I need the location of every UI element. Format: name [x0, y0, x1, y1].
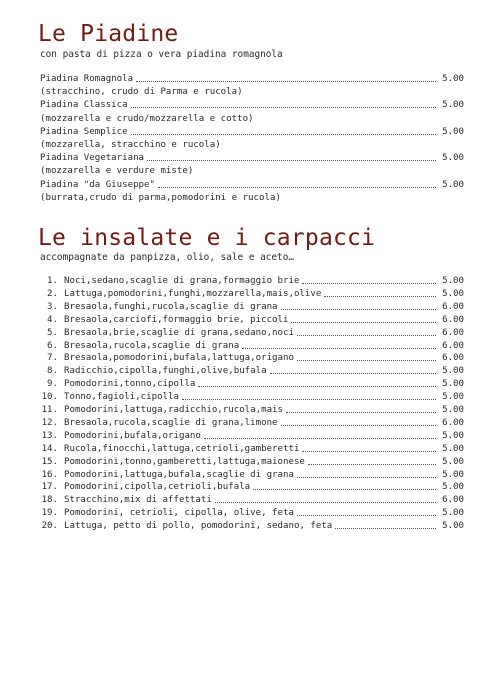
item-name: Piadina Classica	[40, 100, 128, 111]
dotted-leader	[297, 515, 436, 516]
item-name: Noci,sedano,scaglie di grana,formaggio brie	[64, 276, 300, 286]
item-number: 16.	[41, 469, 58, 480]
item-price: 5.00	[442, 179, 464, 190]
item-description-text: (burrata,crudo di parma,pomodorini e rucola)	[40, 192, 281, 203]
item-description-text: (mozzarella, stracchino e rucola)	[40, 140, 221, 150]
item-number: 12.	[41, 417, 58, 428]
menu-item	[40, 378, 464, 390]
item-number: 6.	[47, 340, 58, 351]
menu-item	[40, 340, 464, 352]
dotted-leader	[182, 399, 436, 400]
menu-item	[40, 73, 464, 85]
item-name: Stracchino,mix di affettati	[64, 495, 212, 506]
dotted-leader	[131, 134, 436, 135]
item-name: Tonno,fagioli,cipolla	[64, 392, 179, 403]
item-price: 5.00	[442, 443, 464, 454]
menu-item	[40, 365, 464, 377]
item-name: Piadina Semplice	[40, 126, 128, 137]
dotted-leader	[198, 386, 436, 387]
item-price: 6.00	[442, 314, 464, 325]
dotted-leader	[136, 81, 436, 82]
item-name: Pomodorini,cipolla,cetrioli,bufala	[64, 482, 251, 493]
item-name: Bresaola,rucola,scaglie di grana,limone	[64, 417, 278, 428]
menu-item	[40, 327, 464, 339]
item-number: 10.	[41, 392, 58, 403]
dotted-leader	[297, 335, 436, 336]
dotted-leader	[131, 107, 436, 108]
item-price: 5.00	[442, 508, 464, 519]
menu-item	[40, 481, 464, 493]
item-price: 5.00	[442, 469, 464, 480]
item-name: Piadina "da Giuseppe"	[40, 179, 155, 190]
item-price: 5.00	[442, 276, 464, 286]
dotted-leader	[308, 464, 436, 465]
dotted-leader	[147, 160, 436, 161]
menu-item	[40, 275, 464, 287]
item-name: Rucola,finocchi,lattuga,cetrioli,gamberetti	[64, 443, 300, 454]
item-number: 13.	[41, 430, 58, 441]
dotted-leader	[297, 477, 436, 478]
menu-item	[40, 179, 464, 191]
item-number: 4.	[47, 314, 58, 325]
item-name: Bresaola,brie,scaglie di grana,sedano,noci	[64, 327, 294, 338]
dotted-leader	[242, 348, 436, 349]
item-description	[40, 165, 464, 177]
item-price: 6.00	[442, 340, 464, 351]
item-price: 6.00	[442, 353, 464, 364]
menu-item	[40, 301, 464, 313]
item-number: 18.	[41, 495, 58, 506]
item-name: Piadina Vegetariana	[40, 153, 145, 164]
dotted-leader	[281, 425, 436, 426]
menu-item	[40, 494, 464, 506]
dotted-leader	[286, 412, 436, 413]
item-number: 3.	[47, 301, 58, 312]
item-name: Lattuga, petto di pollo, pomodorini, sedano, feta	[64, 521, 333, 532]
item-price: 5.00	[442, 126, 464, 137]
piadine-subtitle: con pasta di pizza o vera piadina romagnola	[40, 49, 283, 60]
menu-item	[40, 404, 464, 416]
menu-item	[40, 126, 464, 138]
item-description	[40, 86, 464, 98]
item-price: 5.00	[442, 366, 464, 377]
item-description	[40, 139, 464, 151]
item-number: 7.	[47, 353, 58, 364]
item-name: Bresaola,carciofi,formaggio brie, piccoli	[64, 314, 289, 325]
item-number: 20.	[41, 521, 58, 532]
item-price: 5.00	[442, 392, 464, 403]
item-number: 2.	[47, 288, 58, 299]
menu-item	[40, 288, 464, 300]
item-description	[40, 192, 464, 204]
menu-item	[40, 352, 464, 364]
item-name: Pomodorini,tonno,gamberetti,lattuga,maionese	[64, 456, 305, 467]
dotted-leader	[335, 528, 436, 529]
dotted-leader	[281, 309, 436, 310]
menu-item	[40, 99, 464, 111]
item-description-text: (stracchino, crudo di Parma e rucola)	[40, 87, 243, 98]
item-number: 5.	[47, 327, 58, 338]
item-price: 6.00	[442, 301, 464, 312]
menu-item	[40, 417, 464, 429]
dotted-leader	[302, 451, 436, 452]
item-price: 5.00	[442, 288, 464, 299]
item-name: Pomodorini,lattuga,radicchio,rucola,mais	[64, 405, 283, 415]
item-name: Bresaola,funghi,rucola,scaglie di grana	[64, 301, 278, 312]
item-name: Radicchio,cipolla,funghi,olive,bufala	[64, 366, 267, 377]
item-number: 1.	[47, 276, 58, 286]
menu-item	[40, 443, 464, 455]
item-name: Pomodorini,bufala,origano	[64, 430, 201, 441]
item-price: 5.00	[442, 456, 464, 467]
item-name: Bresaola,pomodorini,bufala,lattuga,origano	[64, 353, 294, 364]
dotted-leader	[297, 360, 436, 361]
insalate-title: Le insalate e i carpacci	[38, 225, 376, 251]
item-name: Pomodorini,lattuga,bufala,scaglie di grana	[64, 469, 294, 480]
menu-item	[40, 507, 464, 519]
menu-item	[40, 391, 464, 403]
item-price: 6.00	[442, 417, 464, 428]
menu-item	[40, 152, 464, 164]
item-number: 9.	[47, 379, 58, 390]
item-price: 5.00	[442, 521, 464, 532]
item-number: 14.	[41, 443, 58, 454]
menu-item	[40, 430, 464, 442]
item-number: 15.	[41, 456, 58, 467]
menu-item	[40, 520, 464, 532]
dotted-leader	[215, 502, 436, 503]
item-number: 17.	[41, 482, 58, 493]
item-name: Pomodorini,tonno,cipolla	[64, 379, 196, 390]
dotted-leader	[253, 489, 436, 490]
menu-item	[40, 314, 464, 326]
menu-item	[40, 456, 464, 468]
dotted-leader	[270, 373, 436, 374]
dotted-leader	[204, 438, 436, 439]
dotted-leader	[302, 283, 436, 284]
item-number: 19.	[41, 508, 58, 519]
item-price: 5.00	[442, 482, 464, 493]
item-price: 5.00	[442, 379, 464, 390]
dotted-leader	[158, 187, 436, 188]
item-price: 5.00	[442, 153, 464, 164]
item-description	[40, 113, 464, 125]
item-name: Pomodorini, cetrioli, cipolla, olive, feta	[64, 508, 294, 519]
item-name: Bresaola,rucola,scaglie di grana	[64, 340, 240, 351]
item-price: 6.00	[442, 327, 464, 338]
dotted-leader	[324, 296, 436, 297]
item-name: Piadina Romagnola	[40, 74, 134, 84]
item-price: 5.00	[442, 405, 464, 415]
item-price: 5.00	[442, 430, 464, 441]
item-price: 5.00	[442, 100, 464, 111]
item-number: 8.	[47, 366, 58, 377]
item-price: 5.00	[442, 74, 464, 84]
item-number: 11.	[41, 405, 58, 415]
item-price: 6.00	[442, 495, 464, 506]
item-description-text: (mozzarella e crudo/mozzarella e cotto)	[40, 113, 254, 124]
insalate-subtitle: accompagnate da panpizza, olio, sale e aceto…	[40, 252, 294, 263]
item-description-text: (mozzarella e verdure miste)	[40, 166, 194, 177]
menu-item	[40, 469, 464, 481]
dotted-leader	[291, 322, 436, 323]
item-name: Lattuga,pomodorini,funghi,mozzarella,mais,olive	[64, 288, 322, 299]
piadine-title: Le Piadine	[38, 21, 179, 47]
